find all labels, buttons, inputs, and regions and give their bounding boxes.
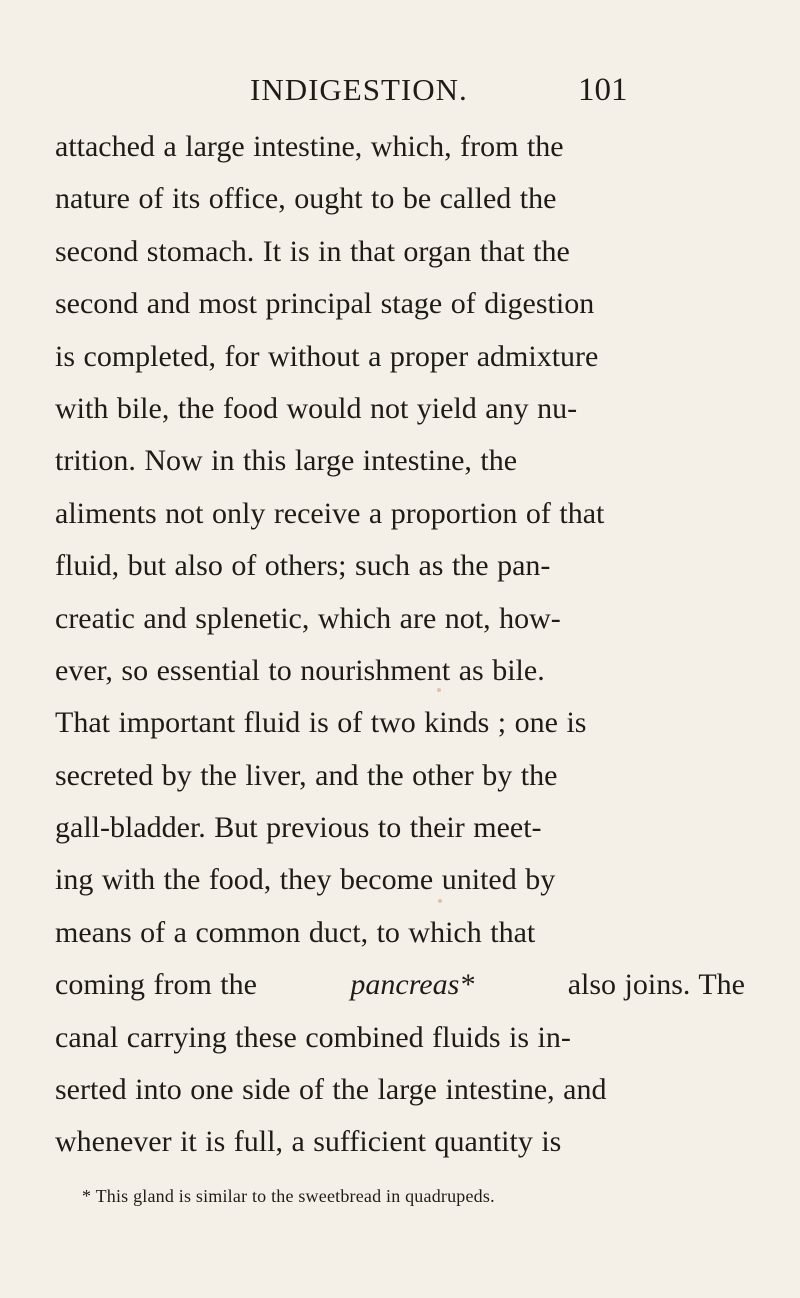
text-line-14-content: gall-bladder. But previous to their meet- [55,811,542,845]
text-line-15 [55,854,745,906]
text-line-18-content: canal carrying these combined fluids is in- [55,1020,571,1054]
text-line-2 [55,173,745,225]
text-line-16-content: means of a common duct, to which that [55,915,536,949]
text-line-16 [55,907,745,959]
text-line-15-content: ing with the food, they become united by [55,863,556,897]
text-line-20-content: whenever it is full, a sufficient quantity is [55,1125,562,1159]
text-line-13-content: secreted by the liver, and the other by the [55,758,558,792]
text-line-8 [55,488,745,540]
text-line-8-content: aliments not only receive a proportion of that [55,496,605,530]
text-line-14 [55,802,745,854]
text-line-19 [55,1064,745,1116]
text-line-17-after: also joins. The [567,968,745,1002]
text-line-6-content: with bile, the food would not yield any nu- [55,391,578,425]
text-line-19-content: serted into one side of the large intestine, and [55,1073,607,1107]
text-line-17-before: coming from the [55,968,257,1002]
paper-speck [437,688,441,692]
text-line-20 [55,1116,745,1168]
text-line-9 [55,540,745,592]
text-line-2-content: nature of its office, ought to be called the [55,182,557,216]
text-line-4 [55,278,745,330]
text-line-12 [55,697,745,749]
body-text [55,121,745,1169]
text-line-6 [55,383,745,435]
paper-speck [438,899,442,903]
text-line-3-content: second stomach. It is in that organ that the [55,234,570,268]
text-line-12-content: That important fluid is of two kinds ; one is [55,706,587,740]
italic-pancreas: pancreas* [350,968,475,1002]
text-line-17 [55,959,745,1011]
text-line-5-content: is completed, for without a proper admixture [55,339,599,373]
running-head: INDIGESTION. [250,72,468,107]
footnote: * This gland is similar to the sweetbread in quadrupeds. [82,1186,495,1206]
text-line-11 [55,645,745,697]
text-line-9-content: fluid, but also of others; such as the pan- [55,549,551,583]
text-line-10 [55,593,745,645]
text-line-10-content: creatic and splenetic, which are not, how- [55,601,561,635]
text-line-7 [55,435,745,487]
text-line-3 [55,226,745,278]
page-header [0,72,800,112]
text-line-7-content: trition. Now in this large intestine, the [55,444,518,478]
text-line-13 [55,750,745,802]
text-line-5 [55,331,745,383]
text-line-11-content: ever, so essential to nourishment as bile. [55,653,545,687]
text-line-4-content: second and most principal stage of digestion [55,287,595,321]
page-number: 101 [578,72,628,108]
text-line-18 [55,1012,745,1064]
text-line-1 [55,121,745,173]
text-line-1-content: attached a large intestine, which, from the [55,130,564,163]
